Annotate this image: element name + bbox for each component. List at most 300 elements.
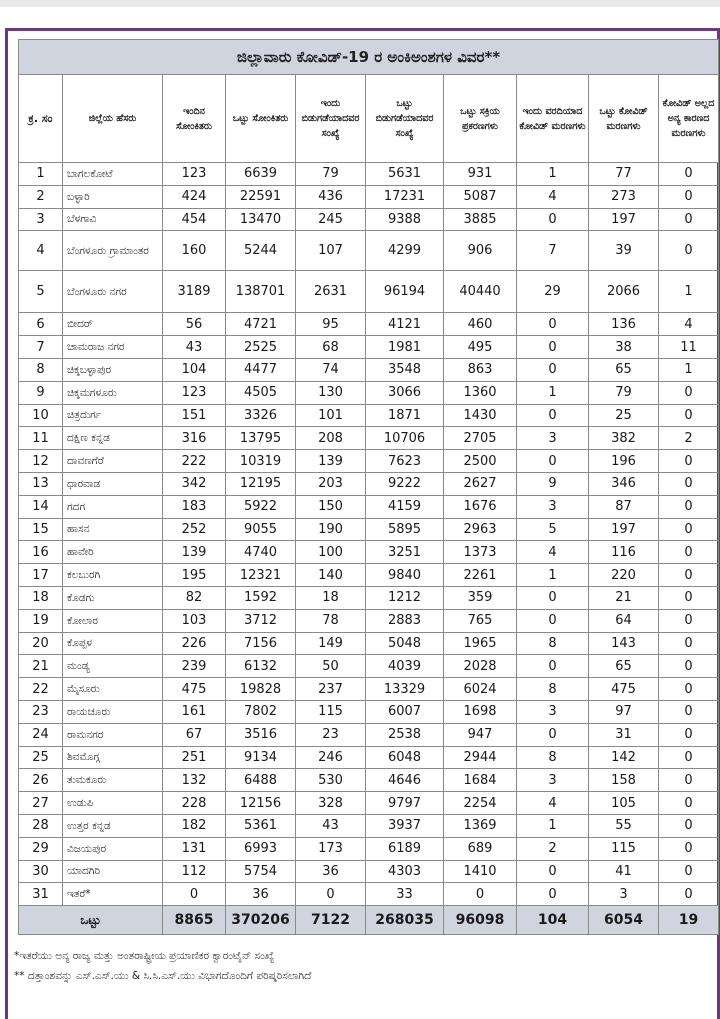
cell-death-today: 3 <box>517 769 589 792</box>
table-row <box>19 336 719 359</box>
district-name: ಬೆಳಗಾವಿ <box>63 208 163 231</box>
top-strip <box>0 0 720 7</box>
cell-other-death: 0 <box>659 814 719 837</box>
cell-disch-today: 203 <box>296 472 366 495</box>
cell-death-total: 143 <box>589 632 659 655</box>
cell-sl: 18 <box>19 586 63 609</box>
cell-other-death: 0 <box>659 450 719 473</box>
cell-total: 3712 <box>226 609 296 632</box>
cell-other-death: 0 <box>659 564 719 587</box>
cell-sl: 1 <box>19 163 63 186</box>
district-name: ತುಮಕೂರು <box>63 769 163 792</box>
cell-today: 316 <box>163 427 226 450</box>
cell-death-total: 197 <box>589 208 659 231</box>
cell-sl: 3 <box>19 208 63 231</box>
header-discharged-today: ಇಂದು ಬಿಡುಗಡೆಯಾದವರ ಸಂಖ್ಯೆ <box>296 75 366 163</box>
footnote-data-source: ** ದತ್ತಾಂಶವನ್ನು ಎಸ್.ಎಸ್.ಯು & ಸಿ.ಸಿ.ಎಸ್.ಯು ವಿಭಾಗದೊಂದಿಗೆ ಪರಿಷ್ಕರಿಸಲಾಗಿದೆ <box>14 970 312 982</box>
cell-death-today: 8 <box>517 678 589 701</box>
cell-sl: 20 <box>19 632 63 655</box>
cell-today: 222 <box>163 450 226 473</box>
cell-sl: 25 <box>19 746 63 769</box>
cell-sl: 22 <box>19 678 63 701</box>
cell-disch-total: 5048 <box>366 632 444 655</box>
cell-sl: 29 <box>19 837 63 860</box>
cell-active: 5087 <box>444 185 517 208</box>
district-name: ಬಾಗಲಕೋಟೆ <box>63 163 163 186</box>
table-row <box>19 495 719 518</box>
cell-today: 424 <box>163 185 226 208</box>
cell-death-total: 77 <box>589 163 659 186</box>
table-row <box>19 678 719 701</box>
cell-today: 251 <box>163 746 226 769</box>
cell-today: 183 <box>163 495 226 518</box>
cell-other-death: 0 <box>659 609 719 632</box>
cell-disch-today: 2631 <box>296 271 366 313</box>
cell-today: 252 <box>163 518 226 541</box>
cell-death-today: 0 <box>517 609 589 632</box>
cell-death-total: 64 <box>589 609 659 632</box>
cell-total: 13470 <box>226 208 296 231</box>
district-name: ಮಂಡ್ಯ <box>63 655 163 678</box>
cell-disch-total: 4121 <box>366 313 444 336</box>
cell-other-death: 0 <box>659 185 719 208</box>
cell-death-today: 1 <box>517 381 589 404</box>
cell-active: 2261 <box>444 564 517 587</box>
cell-disch-total: 2883 <box>366 609 444 632</box>
table-body <box>19 163 719 906</box>
cell-today: 182 <box>163 814 226 837</box>
cell-today: 112 <box>163 860 226 883</box>
district-name: ಕೊಪ್ಪಳ <box>63 632 163 655</box>
cell-active: 40440 <box>444 271 517 313</box>
district-name: ಚಿಕ್ಕಮಗಳೂರು <box>63 381 163 404</box>
cell-active: 1369 <box>444 814 517 837</box>
cell-death-today: 0 <box>517 358 589 381</box>
cell-active: 0 <box>444 883 517 906</box>
district-name: ಗದಗ <box>63 495 163 518</box>
cell-death-today: 2 <box>517 837 589 860</box>
cell-today: 67 <box>163 723 226 746</box>
totals-total: 370206 <box>226 906 296 935</box>
table-row <box>19 769 719 792</box>
cell-total: 36 <box>226 883 296 906</box>
table-row <box>19 208 719 231</box>
cell-today: 103 <box>163 609 226 632</box>
cell-today: 139 <box>163 541 226 564</box>
header-district: ಜಿಲ್ಲೆಯ ಹೆಸರು <box>63 75 163 163</box>
cell-death-total: 38 <box>589 336 659 359</box>
totals-row <box>19 906 719 935</box>
cell-death-today: 5 <box>517 518 589 541</box>
cell-disch-total: 5631 <box>366 163 444 186</box>
cell-total: 9134 <box>226 746 296 769</box>
cell-today: 123 <box>163 381 226 404</box>
cell-total: 10319 <box>226 450 296 473</box>
cell-total: 19828 <box>226 678 296 701</box>
cell-sl: 9 <box>19 381 63 404</box>
cell-other-death: 0 <box>659 678 719 701</box>
totals-other-deaths: 19 <box>659 906 719 935</box>
cell-sl: 30 <box>19 860 63 883</box>
cell-disch-today: 115 <box>296 700 366 723</box>
cell-today: 226 <box>163 632 226 655</box>
header-other-deaths: ಕೋವಿಡ್ ಅಲ್ಲದ ಅನ್ಯ ಕಾರಣದ ಮರಣಗಳು <box>659 75 719 163</box>
cell-death-today: 29 <box>517 271 589 313</box>
cell-today: 239 <box>163 655 226 678</box>
cell-sl: 31 <box>19 883 63 906</box>
cell-other-death: 0 <box>659 883 719 906</box>
cell-disch-today: 78 <box>296 609 366 632</box>
cell-death-today: 4 <box>517 792 589 815</box>
cell-total: 12321 <box>226 564 296 587</box>
table-row <box>19 427 719 450</box>
cell-death-today: 7 <box>517 231 589 271</box>
cell-death-total: 105 <box>589 792 659 815</box>
cell-sl: 8 <box>19 358 63 381</box>
cell-other-death: 4 <box>659 313 719 336</box>
cell-today: 454 <box>163 208 226 231</box>
cell-disch-today: 36 <box>296 860 366 883</box>
table-row <box>19 381 719 404</box>
cell-disch-today: 50 <box>296 655 366 678</box>
cell-death-total: 475 <box>589 678 659 701</box>
cell-death-total: 158 <box>589 769 659 792</box>
cell-death-total: 65 <box>589 358 659 381</box>
cell-disch-today: 150 <box>296 495 366 518</box>
cell-death-today: 4 <box>517 185 589 208</box>
cell-total: 4740 <box>226 541 296 564</box>
header-total: ಒಟ್ಟು ಸೋಂಕಿತರು <box>226 75 296 163</box>
table-row <box>19 792 719 815</box>
cell-active: 2254 <box>444 792 517 815</box>
cell-disch-total: 9840 <box>366 564 444 587</box>
cell-death-total: 115 <box>589 837 659 860</box>
cell-disch-today: 140 <box>296 564 366 587</box>
cell-other-death: 1 <box>659 271 719 313</box>
cell-disch-total: 4303 <box>366 860 444 883</box>
table-row <box>19 271 719 313</box>
cell-total: 22591 <box>226 185 296 208</box>
district-name: ಹಾವೇರಿ <box>63 541 163 564</box>
cell-sl: 26 <box>19 769 63 792</box>
cell-sl: 19 <box>19 609 63 632</box>
header-today: ಇಂದಿನ ಸೋಂಕಿತರು <box>163 75 226 163</box>
cell-sl: 28 <box>19 814 63 837</box>
cell-total: 12195 <box>226 472 296 495</box>
cell-active: 2500 <box>444 450 517 473</box>
cell-disch-total: 6189 <box>366 837 444 860</box>
table-row <box>19 814 719 837</box>
cell-death-total: 41 <box>589 860 659 883</box>
cell-disch-today: 95 <box>296 313 366 336</box>
table-row <box>19 450 719 473</box>
district-name: ಬೆಂಗಳೂರು ಗ್ರಾಮಾಂತರ <box>63 231 163 271</box>
cell-disch-today: 245 <box>296 208 366 231</box>
table-row <box>19 185 719 208</box>
cell-disch-today: 74 <box>296 358 366 381</box>
cell-total: 5244 <box>226 231 296 271</box>
cell-disch-today: 436 <box>296 185 366 208</box>
cell-disch-total: 1212 <box>366 586 444 609</box>
cell-other-death: 0 <box>659 632 719 655</box>
table-title: ಜಿಲ್ಲಾವಾರು ಕೋವಿಡ್-19 ರ ಅಂಕಿಅಂಶಗಳ ವಿವರ** <box>19 40 719 75</box>
cell-active: 1360 <box>444 381 517 404</box>
cell-death-today: 0 <box>517 313 589 336</box>
cell-sl: 10 <box>19 404 63 427</box>
cell-disch-today: 130 <box>296 381 366 404</box>
cell-sl: 16 <box>19 541 63 564</box>
cell-disch-total: 4159 <box>366 495 444 518</box>
cell-disch-total: 9222 <box>366 472 444 495</box>
table-row <box>19 564 719 587</box>
district-name: ಕೊಡಗು <box>63 586 163 609</box>
cell-death-total: 97 <box>589 700 659 723</box>
table-row <box>19 860 719 883</box>
cell-death-today: 0 <box>517 208 589 231</box>
cell-disch-total: 4646 <box>366 769 444 792</box>
header-row <box>19 75 719 163</box>
footnote-others: *ಇತರೆಯು ಅನ್ಯ ರಾಜ್ಯ ಮತ್ತು ಅಂತರಾಷ್ಟ್ರೀಯ ಪ್ರಯಾಣಿಕರ ಕ್ವಾರಂಟೈನ್ ಸಂಖ್ಯೆ <box>14 950 275 962</box>
header-deaths-today: ಇಂದು ವರದಿಯಾದ ಕೋವಿಡ್ ಮರಣಗಳು <box>517 75 589 163</box>
cell-death-today: 0 <box>517 723 589 746</box>
cell-active: 947 <box>444 723 517 746</box>
cell-disch-today: 43 <box>296 814 366 837</box>
cell-today: 56 <box>163 313 226 336</box>
cell-other-death: 0 <box>659 746 719 769</box>
cell-death-today: 0 <box>517 404 589 427</box>
table-row <box>19 518 719 541</box>
footnotes <box>14 946 714 986</box>
cell-today: 123 <box>163 163 226 186</box>
cell-sl: 2 <box>19 185 63 208</box>
cell-death-total: 31 <box>589 723 659 746</box>
cell-other-death: 11 <box>659 336 719 359</box>
cell-disch-total: 9388 <box>366 208 444 231</box>
district-name: ಕಲಬುರಗಿ <box>63 564 163 587</box>
cell-total: 4721 <box>226 313 296 336</box>
cell-other-death: 0 <box>659 723 719 746</box>
cell-disch-total: 1981 <box>366 336 444 359</box>
cell-disch-total: 3066 <box>366 381 444 404</box>
cell-disch-total: 2538 <box>366 723 444 746</box>
district-name: ಚಿಕ್ಕಬಳ್ಳಾಪುರ <box>63 358 163 381</box>
cell-active: 1676 <box>444 495 517 518</box>
cell-other-death: 0 <box>659 837 719 860</box>
cell-today: 43 <box>163 336 226 359</box>
cell-disch-today: 79 <box>296 163 366 186</box>
cell-other-death: 0 <box>659 792 719 815</box>
table-row <box>19 163 719 186</box>
cell-death-today: 8 <box>517 746 589 769</box>
cell-active: 1684 <box>444 769 517 792</box>
table-row <box>19 746 719 769</box>
district-name: ಚಾಮರಾಜ ನಗರ <box>63 336 163 359</box>
cell-death-total: 197 <box>589 518 659 541</box>
cell-active: 2028 <box>444 655 517 678</box>
cell-other-death: 0 <box>659 700 719 723</box>
cell-today: 82 <box>163 586 226 609</box>
cell-disch-today: 208 <box>296 427 366 450</box>
cell-disch-today: 0 <box>296 883 366 906</box>
district-name: ವಿಜಯಪುರ <box>63 837 163 860</box>
cell-sl: 21 <box>19 655 63 678</box>
cell-today: 475 <box>163 678 226 701</box>
cell-total: 2525 <box>226 336 296 359</box>
cell-death-total: 116 <box>589 541 659 564</box>
cell-disch-total: 17231 <box>366 185 444 208</box>
cell-disch-today: 68 <box>296 336 366 359</box>
cell-disch-today: 101 <box>296 404 366 427</box>
cell-disch-today: 23 <box>296 723 366 746</box>
cell-disch-total: 3548 <box>366 358 444 381</box>
cell-other-death: 0 <box>659 586 719 609</box>
cell-death-total: 79 <box>589 381 659 404</box>
cell-active: 3885 <box>444 208 517 231</box>
cell-death-total: 3 <box>589 883 659 906</box>
cell-active: 2963 <box>444 518 517 541</box>
cell-total: 13795 <box>226 427 296 450</box>
cell-death-today: 1 <box>517 814 589 837</box>
cell-other-death: 0 <box>659 541 719 564</box>
cell-death-total: 382 <box>589 427 659 450</box>
cell-death-total: 39 <box>589 231 659 271</box>
cell-other-death: 0 <box>659 208 719 231</box>
cell-death-today: 0 <box>517 883 589 906</box>
cell-death-total: 142 <box>589 746 659 769</box>
header-discharged-total: ಒಟ್ಟು ಬಿಡುಗಡೆಯಾದವರ ಸಂಖ್ಯೆ <box>366 75 444 163</box>
cell-total: 6132 <box>226 655 296 678</box>
cell-disch-today: 149 <box>296 632 366 655</box>
cell-active: 460 <box>444 313 517 336</box>
cell-other-death: 0 <box>659 769 719 792</box>
cell-today: 104 <box>163 358 226 381</box>
cell-death-today: 9 <box>517 472 589 495</box>
totals-today: 8865 <box>163 906 226 935</box>
district-name: ಮೈಸೂರು <box>63 678 163 701</box>
district-name: ರಾಮನಗರ <box>63 723 163 746</box>
cell-disch-total: 7623 <box>366 450 444 473</box>
cell-disch-total: 3937 <box>366 814 444 837</box>
cell-active: 2705 <box>444 427 517 450</box>
district-name: ಬಳ್ಳಾರಿ <box>63 185 163 208</box>
cell-disch-total: 6007 <box>366 700 444 723</box>
cell-death-today: 4 <box>517 541 589 564</box>
header-sl: ಕ್ರ. ಸಂ <box>19 75 63 163</box>
cell-disch-today: 107 <box>296 231 366 271</box>
cell-disch-total: 9797 <box>366 792 444 815</box>
cell-death-today: 0 <box>517 586 589 609</box>
cell-sl: 12 <box>19 450 63 473</box>
cell-total: 3516 <box>226 723 296 746</box>
table-row <box>19 231 719 271</box>
cell-active: 1373 <box>444 541 517 564</box>
cell-active: 2627 <box>444 472 517 495</box>
cell-active: 931 <box>444 163 517 186</box>
cell-sl: 17 <box>19 564 63 587</box>
cell-disch-today: 328 <box>296 792 366 815</box>
cell-active: 1410 <box>444 860 517 883</box>
cell-disch-total: 4299 <box>366 231 444 271</box>
district-name: ಕೋಲಾರ <box>63 609 163 632</box>
cell-active: 689 <box>444 837 517 860</box>
cell-other-death: 0 <box>659 163 719 186</box>
cell-active: 906 <box>444 231 517 271</box>
totals-discharged-total: 268035 <box>366 906 444 935</box>
cell-disch-today: 237 <box>296 678 366 701</box>
cell-other-death: 0 <box>659 472 719 495</box>
cell-death-total: 346 <box>589 472 659 495</box>
cell-other-death: 0 <box>659 860 719 883</box>
cell-today: 3189 <box>163 271 226 313</box>
cell-other-death: 0 <box>659 518 719 541</box>
cell-disch-today: 190 <box>296 518 366 541</box>
totals-discharged-today: 7122 <box>296 906 366 935</box>
district-name: ಧಾರವಾಡ <box>63 472 163 495</box>
table-row <box>19 723 719 746</box>
cell-disch-today: 173 <box>296 837 366 860</box>
cell-total: 5922 <box>226 495 296 518</box>
cell-death-today: 1 <box>517 163 589 186</box>
table-row <box>19 313 719 336</box>
cell-sl: 6 <box>19 313 63 336</box>
cell-active: 359 <box>444 586 517 609</box>
cell-active: 1698 <box>444 700 517 723</box>
table-row <box>19 404 719 427</box>
cell-other-death: 0 <box>659 404 719 427</box>
cell-sl: 11 <box>19 427 63 450</box>
document-frame <box>5 28 720 1019</box>
header-deaths-total: ಒಟ್ಟು ಕೋವಿಡ್ ಮರಣಗಳು <box>589 75 659 163</box>
cell-active: 863 <box>444 358 517 381</box>
cell-disch-total: 33 <box>366 883 444 906</box>
cell-other-death: 0 <box>659 231 719 271</box>
cell-active: 1430 <box>444 404 517 427</box>
cell-death-today: 0 <box>517 450 589 473</box>
totals-active: 96098 <box>444 906 517 935</box>
cell-other-death: 0 <box>659 381 719 404</box>
cell-today: 160 <box>163 231 226 271</box>
district-name: ರಾಯಚೂರು <box>63 700 163 723</box>
cell-death-today: 0 <box>517 860 589 883</box>
district-name: ಉಡುಪಿ <box>63 792 163 815</box>
header-active: ಒಟ್ಟು ಸಕ್ರಿಯ ಪ್ರಕರಣಗಳು <box>444 75 517 163</box>
cell-today: 132 <box>163 769 226 792</box>
cell-disch-today: 100 <box>296 541 366 564</box>
district-name: ಉತ್ತರ ಕನ್ನಡ <box>63 814 163 837</box>
cell-total: 9055 <box>226 518 296 541</box>
cell-sl: 24 <box>19 723 63 746</box>
cell-sl: 13 <box>19 472 63 495</box>
cell-sl: 7 <box>19 336 63 359</box>
table-row <box>19 700 719 723</box>
district-name: ಯಾದಗಿರಿ <box>63 860 163 883</box>
cell-sl: 14 <box>19 495 63 518</box>
district-name: ಇತರೆ* <box>63 883 163 906</box>
cell-death-total: 21 <box>589 586 659 609</box>
cell-other-death: 2 <box>659 427 719 450</box>
cell-today: 342 <box>163 472 226 495</box>
cell-death-total: 196 <box>589 450 659 473</box>
cell-disch-total: 13329 <box>366 678 444 701</box>
table-row <box>19 472 719 495</box>
cell-total: 3326 <box>226 404 296 427</box>
district-name: ದಾವಣಗೆರೆ <box>63 450 163 473</box>
cell-death-today: 3 <box>517 700 589 723</box>
district-name: ಹಾಸನ <box>63 518 163 541</box>
cell-death-total: 2066 <box>589 271 659 313</box>
cell-total: 6993 <box>226 837 296 860</box>
cell-sl: 23 <box>19 700 63 723</box>
